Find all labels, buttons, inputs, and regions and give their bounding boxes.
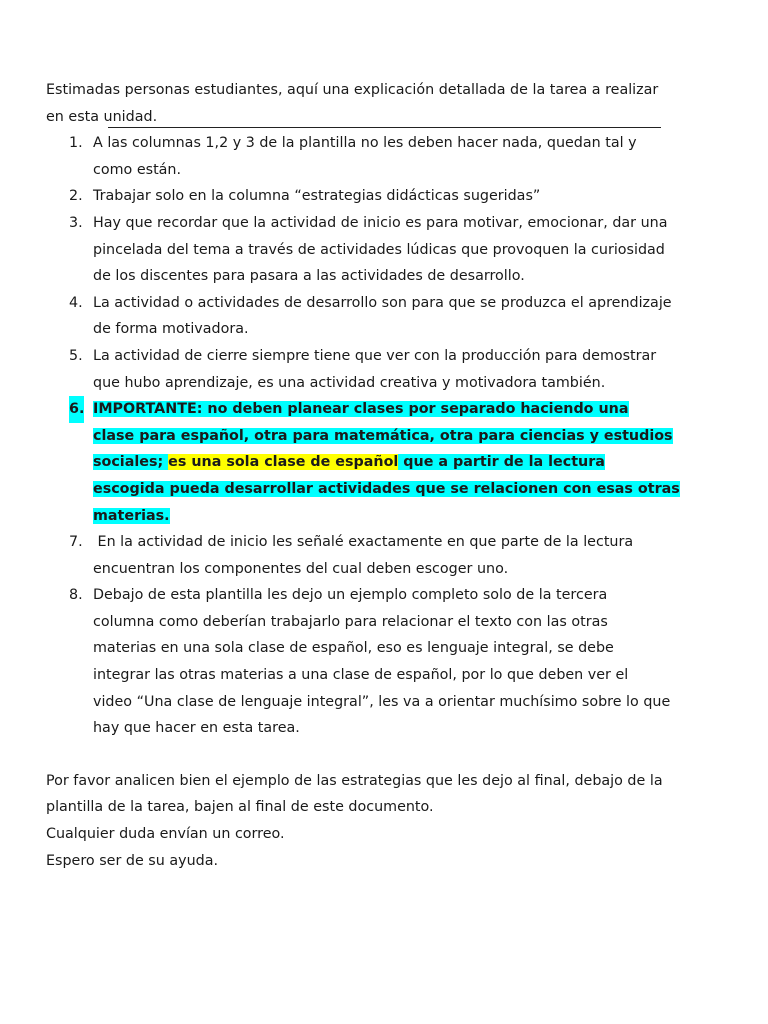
important-text: que a partir de la lectura bbox=[398, 454, 605, 471]
list-item-text: de los discentes para pasara a las actividades de desarrollo. bbox=[93, 268, 525, 285]
list-item-text: Hay que recordar que la actividad de inicio es para motivar, emocionar, dar una bbox=[93, 214, 668, 231]
task-list bbox=[46, 130, 736, 742]
list-item-text: La actividad de cierre siempre tiene que ver con la producción para demostrar bbox=[93, 347, 657, 364]
important-text: clase para español, otra para matemática, otra para ciencias y estudios bbox=[93, 427, 673, 444]
important-text: sociales; bbox=[93, 454, 169, 471]
list-item-text: Debajo de esta plantilla les dejo un ejemplo completo solo de la tercera bbox=[93, 587, 608, 604]
list-number: 6. bbox=[69, 396, 84, 423]
closing-line-1: Por favor analicen bien el ejemplo de las estrategias que les dejo al final, debajo de la bbox=[46, 772, 663, 789]
list-number: 1. bbox=[69, 135, 83, 152]
list-item bbox=[46, 290, 736, 343]
important-text: IMPORTANTE: no deben planear clases por separado haciendo una bbox=[93, 401, 629, 418]
closing-line-2: plantilla de la tarea, bajen al final de este documento. bbox=[46, 799, 434, 816]
list-item-text: encuentran los componentes del cual deben escoger uno. bbox=[93, 560, 509, 577]
list-number: 5. bbox=[69, 347, 83, 364]
list-item-text: como están. bbox=[93, 161, 182, 178]
important-text: escogida pueda desarrollar actividades que se relacionen con esas otras bbox=[93, 480, 680, 497]
list-number: 3. bbox=[69, 214, 83, 231]
list-item bbox=[46, 183, 736, 210]
list-item-text: materias en una sola clase de español, eso es lenguaje integral, se debe bbox=[93, 640, 614, 657]
list-item-text: Trabajar solo en la columna “estrategias didácticas sugeridas” bbox=[93, 188, 541, 205]
list-item-important bbox=[46, 396, 736, 529]
list-item-text: En la actividad de inicio les señalé exactamente en que parte de la lectura bbox=[93, 534, 634, 551]
list-item-text: pincelada del tema a través de actividades lúdicas que provoquen la curiosidad bbox=[93, 241, 665, 258]
list-item bbox=[46, 130, 736, 183]
list-item-text: columna como deberían trabajarlo para relacionar el texto con las otras bbox=[93, 613, 608, 630]
list-item bbox=[46, 582, 736, 742]
intro-line-2: en esta unidad. bbox=[46, 108, 158, 125]
list-item-text: video “Una clase de lenguaje integral”, les va a orientar muchísimo sobre lo que bbox=[93, 693, 671, 710]
list-number: 2. bbox=[69, 188, 83, 205]
closing-line-4: Espero ser de su ayuda. bbox=[46, 852, 219, 869]
list-item bbox=[46, 210, 736, 290]
list-number: 7. bbox=[69, 534, 83, 551]
list-item bbox=[46, 343, 736, 396]
list-item bbox=[46, 529, 736, 582]
list-item-text: de forma motivadora. bbox=[93, 321, 249, 338]
intro-line-1: Estimadas personas estudiantes, aquí una explicación detallada de la tarea a realizar bbox=[46, 82, 659, 98]
list-item-text: que hubo aprendizaje, es una actividad creativa y motivadora también. bbox=[93, 374, 606, 391]
document-body bbox=[46, 77, 736, 874]
list-number: 8. bbox=[69, 587, 83, 604]
list-number: 4. bbox=[69, 294, 83, 311]
paragraph-spacer bbox=[46, 742, 736, 768]
important-text: materias. bbox=[93, 507, 170, 524]
list-item-text: A las columnas 1,2 y 3 de la plantilla no les deben hacer nada, quedan tal y bbox=[93, 135, 637, 152]
list-item-text: integrar las otras materias a una clase de español, por lo que deben ver el bbox=[93, 667, 629, 684]
closing-line-3: Cualquier duda envían un correo. bbox=[46, 826, 285, 843]
highlighted-phrase: es una sola clase de español bbox=[168, 454, 399, 471]
list-item-text: La actividad o actividades de desarrollo son para que se produzca el aprendizaje bbox=[93, 294, 672, 311]
list-item-text: hay que hacer en esta tarea. bbox=[93, 720, 300, 737]
